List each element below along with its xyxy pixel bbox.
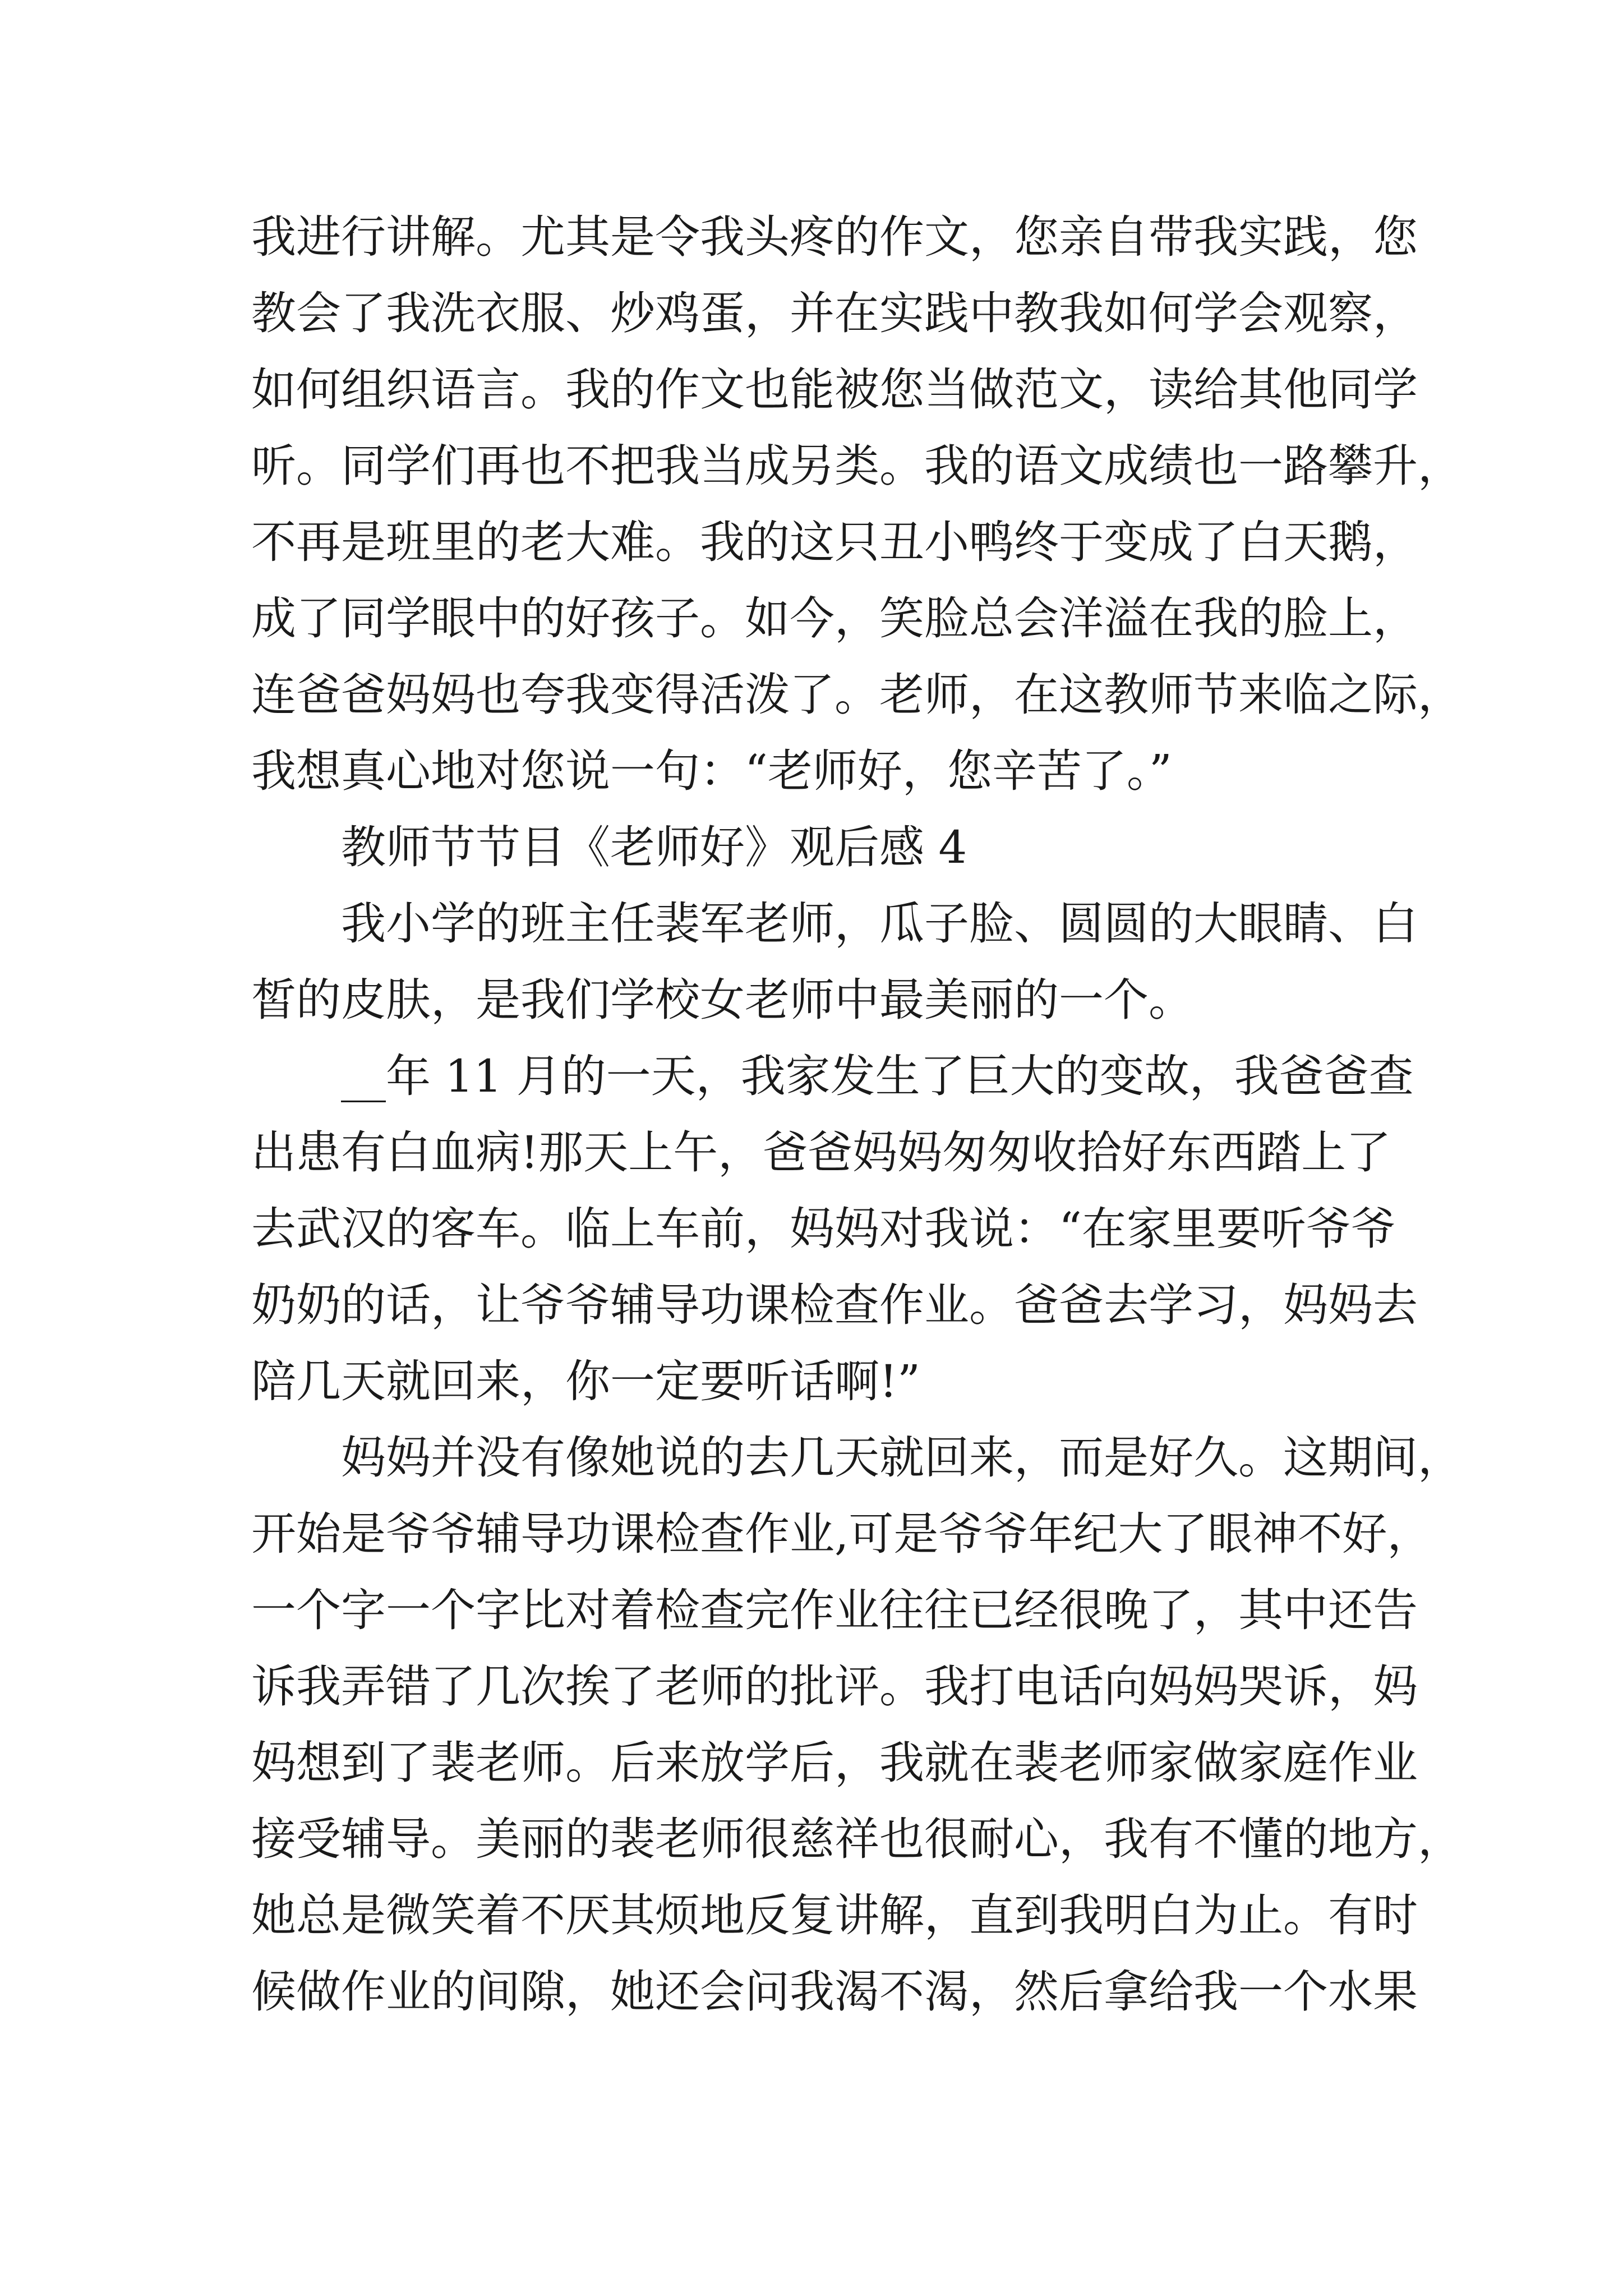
paragraph-line: __年 11 月的一天，我家发生了巨大的变故，我爸爸查 [341, 1050, 1414, 1102]
paragraph-line: 听。同学们再也不把我当成另类。我的语文成绩也一路攀升， [251, 440, 1463, 492]
paragraph-line: 出患有白血病!那天上午，爸爸妈妈匆匆收拾好东西踏上了 [251, 1126, 1391, 1179]
paragraph-line: 连爸爸妈妈也夸我变得活泼了。老师，在这教师节来临之际， [251, 669, 1463, 721]
paragraph-line: 妈妈并没有像她说的去几天就回来，而是好久。这期间， [341, 1432, 1463, 1484]
paragraph-line: 我小学的班主任裴军老师，瓜子脸、圆圆的大眼睛、白 [341, 898, 1418, 950]
section-heading: 教师节节目《老师好》观后感 4 [341, 821, 967, 873]
paragraph-line: 候做作业的间隙，她还会问我渴不渴，然后拿给我一个水果 [251, 1966, 1418, 2018]
paragraph-line: 皙的皮肤，是我们学校女老师中最美丽的一个。 [251, 974, 1193, 1026]
paragraph-line: 开始是爷爷辅导功课检查作业,可是爷爷年纪大了眼神不好， [251, 1508, 1432, 1560]
paragraph-line: 她总是微笑着不厌其烦地反复讲解，直到我明白为止。有时 [251, 1889, 1418, 1941]
paragraph-line: 妈想到了裴老师。后来放学后，我就在裴老师家做家庭作业 [251, 1737, 1418, 1789]
paragraph-line: 奶奶的话，让爷爷辅导功课检查作业。爸爸去学习，妈妈去 [251, 1279, 1418, 1331]
paragraph-line: 一个字一个字比对着检查完作业往往已经很晚了，其中还告 [251, 1584, 1418, 1636]
paragraph-line: 我想真心地对您说一句：“老师好，您辛苦了。” [251, 745, 1172, 797]
paragraph-line: 我进行讲解。尤其是令我头疼的作文，您亲自带我实践，您 [251, 211, 1418, 263]
paragraph-line: 接受辅导。美丽的裴老师很慈祥也很耐心，我有不懂的地方， [251, 1813, 1463, 1865]
paragraph-line: 成了同学眼中的好孩子。如今，笑脸总会洋溢在我的脸上， [251, 592, 1418, 645]
paragraph-line: 去武汉的客车。临上车前，妈妈对我说：“在家里要听爷爷 [251, 1203, 1396, 1255]
paragraph-line: 陪几天就回来，你一定要听话啊!” [251, 1355, 921, 1407]
paragraph-line: 教会了我洗衣服、炒鸡蛋，并在实践中教我如何学会观察， [251, 287, 1418, 339]
paragraph-line: 诉我弄错了几次挨了老师的批评。我打电话向妈妈哭诉，妈 [251, 1660, 1418, 1713]
paragraph-line: 如何组织语言。我的作文也能被您当做范文，读给其他同学 [251, 364, 1418, 416]
paragraph-line: 不再是班里的老大难。我的这只丑小鸭终于变成了白天鹅， [251, 516, 1418, 568]
